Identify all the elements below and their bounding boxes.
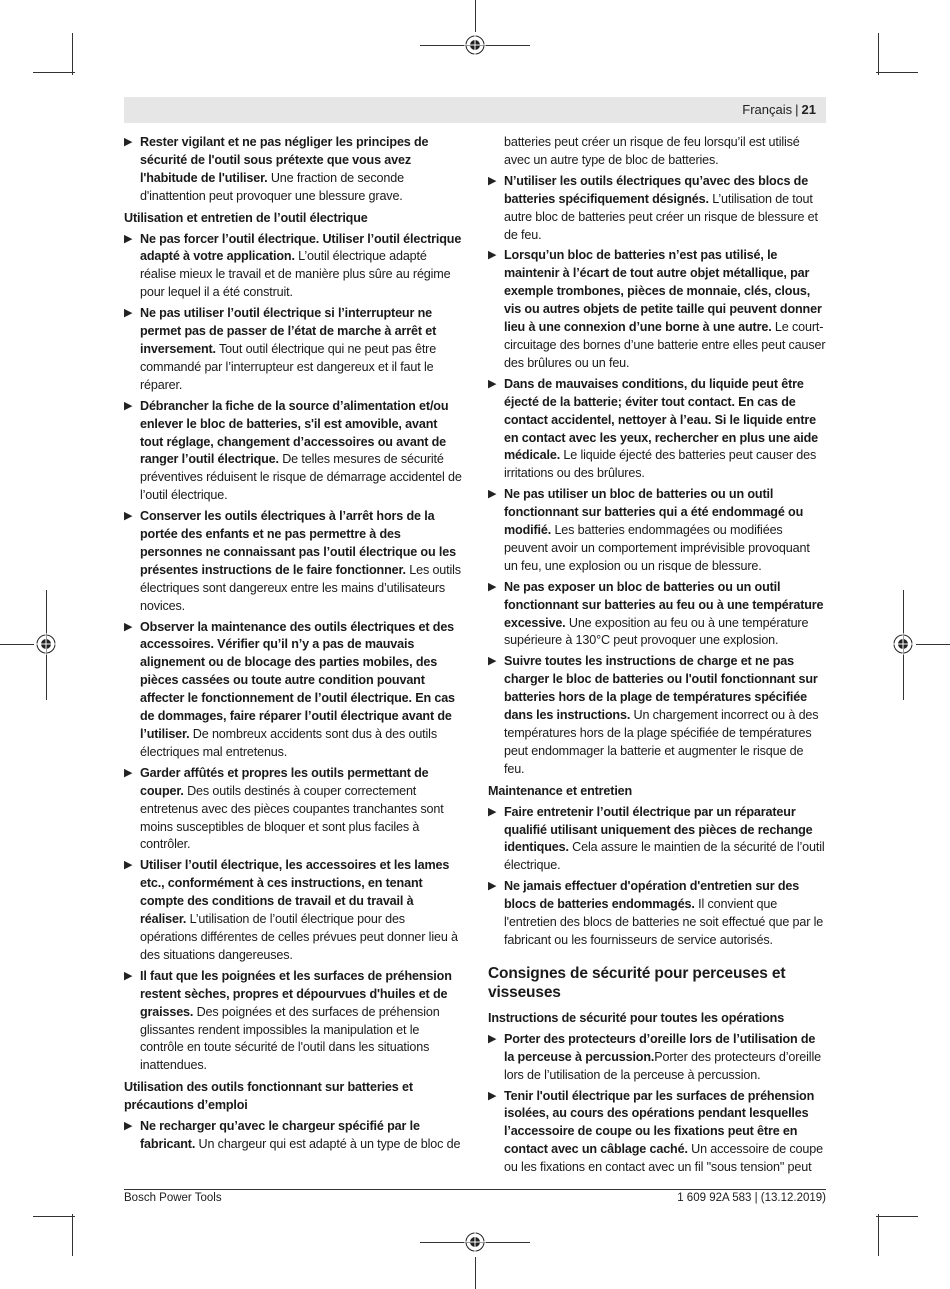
registration-target-icon: [892, 633, 914, 655]
footer-brand: Bosch Power Tools: [124, 1192, 222, 1204]
bullet-item: [488, 804, 826, 876]
bullet-arrow-icon: ▶: [124, 859, 133, 872]
right-items-a: [488, 173, 826, 779]
bullet-body-text: Porter des protecteurs d’oreille lors de l’utilisation de la perceuse à percussion.: [504, 1049, 821, 1082]
bullet-strong-text: Faire entretenir l’outil électrique par un réparateur qualifié utilisant uniquement des pièces de rechange identiques.: [504, 804, 813, 855]
bullet-arrow-icon: ▶: [488, 805, 497, 818]
bullet-body-text: De nombreux accidents sont dus à des outils électriques mal entretenus.: [140, 727, 437, 759]
bullet-arrow-icon: ▶: [488, 580, 497, 593]
footer-doc-ref: 1 609 92A 583 | (13.12.2019): [677, 1192, 826, 1204]
registration-line: [475, 1257, 476, 1289]
bullet-arrow-icon: ▶: [124, 399, 133, 412]
bullet-item: [488, 653, 826, 778]
bullet-strong-text: Utiliser l’outil électrique, les accessoires et les lames etc., conformément à ces instructions, en tenant compte des conditions de travail et du travail à réaliser.: [140, 858, 450, 927]
crop-mark: [72, 33, 73, 75]
section-heading-battery: Utilisation des outils fonctionnant sur batteries et précautions d’emploi: [124, 1080, 413, 1113]
bullet-arrow-icon: ▶: [488, 174, 497, 187]
bullet-arrow-icon: ▶: [488, 1032, 497, 1045]
registration-target-icon: [464, 34, 486, 56]
continued-paragraph: batteries peut créer un risque de feu lorsqu’il est utilisé avec un autre type de bloc de batteries.: [504, 135, 800, 167]
bullet-item: [124, 134, 462, 206]
bullet-strong-text: Ne pas forcer l’outil électrique. Utiliser l’outil électrique adapté à votre application.: [140, 231, 462, 264]
bullet-body-text: L’outil électrique adapté réalise mieux le travail et de manière plus sûre au régime pour lequel il a été construit.: [140, 249, 451, 300]
bullet-item: [124, 508, 462, 615]
crop-mark: [72, 1214, 73, 1256]
registration-target-icon: [35, 633, 57, 655]
bullet-strong-text: Ne recharger qu’avec le chargeur spécifié par le fabricant.: [140, 1119, 420, 1151]
right-column: [488, 134, 826, 1180]
crop-mark: [33, 72, 75, 73]
left-items-c: [124, 1118, 462, 1154]
left-items-b: [124, 231, 462, 1076]
bullet-item: [124, 398, 462, 505]
bullet-body-text: Tout outil électrique qui ne peut pas être commandé par l’interrupteur est dangereux et il faut le réparer.: [140, 341, 437, 392]
section-heading-all-operations: Instructions de sécurité pour toutes les opérations: [488, 1010, 785, 1025]
bullet-strong-text: Observer la maintenance des outils électriques et des accessoires. Vérifier qu’il n’y a pas de mauvais alignement ou de blocage des parties mobiles, des pièces cassées ou toute autre condition pouvant affecter le fonctionnement de l’outil électrique. En cas de dommages, faire réparer l’outil électrique avant de l’utiliser.: [140, 619, 455, 741]
bullet-strong-text: Tenir l'outil électrique par les surfaces de préhension isolées, au cours des opérations pendant lesquelles l’accessoire de coupe ou les fixations peut être en contact avec un câblage caché.: [504, 1088, 815, 1157]
bullet-strong-text: N’utiliser les outils électriques qu’avec des blocs de batteries spécifiquement désignés.: [504, 173, 809, 206]
bullet-body-text: De telles mesures de sécurité préventives réduisent le risque de démarrage accidentel de l’outil électrique.: [140, 452, 462, 503]
bullet-item: [124, 857, 462, 964]
bullet-body-text: Il convient que l'entretien des blocs de batteries ne soit effectué que par le fabricant ou les fournisseurs de service autorisés.: [504, 897, 824, 947]
bullet-body-text: Un accessoire de coupe ou les fixations en contact avec un fil "sous tension" peut: [504, 1142, 823, 1175]
bullet-strong-text: Ne pas utiliser un bloc de batteries ou un outil fonctionnant sur batteries qui a été endommagé ou modifié.: [504, 487, 804, 538]
bullet-arrow-icon: ▶: [124, 969, 133, 982]
bullet-item: [124, 968, 462, 1075]
page-number: 21: [801, 102, 816, 117]
page-header: [124, 97, 826, 123]
registration-line: [916, 644, 950, 645]
bullet-strong-text: Suivre toutes les instructions de charge et ne pas charger le bloc de batteries ou l'outil fonctionnant sur batteries hors de la plage de températures spécifiée dans les instructions.: [504, 654, 818, 723]
bullet-arrow-icon: ▶: [124, 510, 133, 523]
bullet-arrow-icon: ▶: [488, 377, 497, 390]
bullet-arrow-icon: ▶: [124, 136, 133, 148]
bullet-item: [124, 231, 462, 303]
bullet-body-text: Les outils électriques sont dangereux entre les mains d’utilisateurs novices.: [140, 562, 461, 613]
bullet-item: [124, 305, 462, 395]
bullet-strong-text: Garder affûtés et propres les outils permettant de couper.: [140, 765, 429, 798]
bullet-item: [488, 376, 826, 483]
bullet-body-text: Cela assure le maintien de la sécurité de l’outil électrique.: [504, 840, 825, 873]
bullet-item: [488, 486, 826, 576]
bullet-strong-text: Il faut que les poignées et les surfaces de préhension restent sèches, propres et dépourvues d'huiles et de graisses.: [140, 968, 452, 1019]
bullet-arrow-icon: ▶: [488, 1089, 497, 1102]
bullet-item: [488, 579, 826, 651]
crop-mark: [878, 1214, 879, 1256]
bullet-body-text: Une exposition au feu ou à une température supérieure à 130°C peut provoquer une explosion.: [504, 615, 809, 648]
bullet-body-text: Une fraction de seconde d'inattention peut provoquer une blessure grave.: [140, 170, 404, 203]
bullet-arrow-icon: ▶: [488, 880, 497, 893]
bullet-arrow-icon: ▶: [124, 307, 133, 320]
bullet-arrow-icon: ▶: [124, 766, 133, 779]
bullet-item: [488, 247, 826, 372]
bullet-item: [488, 1031, 826, 1085]
bullet-body-text: Un chargement incorrect ou à des températures hors de la plage spécifiée de températures peut endommager la batterie et augmenter le risque de feu.: [504, 708, 819, 776]
crop-mark: [878, 33, 879, 75]
bullet-strong-text: Lorsqu’un bloc de batteries n’est pas utilisé, le maintenir à l’écart de tout autre objet métallique, par exemple trombones, pièces de monnaie, clés, clous, vis ou autres objets de petite taille qui peuvent donner lieu à une connexion d’une borne à une autre.: [504, 248, 822, 335]
bullet-body-text: Des poignées et des surfaces de préhension glissantes rendent impossibles la manipulation et le contrôle en toute sécurité de l'outil dans les situations inattendues.: [140, 1004, 440, 1073]
bullet-strong-text: Ne pas exposer un bloc de batteries ou un outil fonctionnant sur batteries au feu ou à une température excessive.: [504, 579, 824, 630]
registration-line: [0, 644, 34, 645]
left-column: [124, 134, 462, 1157]
bullet-strong-text: Ne jamais effectuer d'opération d'entretien sur des blocs de batteries endommagés.: [504, 879, 800, 912]
header-separator: |: [795, 102, 799, 117]
bullet-strong-text: Débrancher la fiche de la source d’alimentation et/ou enlever le bloc de batteries, s'il est amovible, avant tout réglage, changement d’accessoires ou avant de ranger l’outil électrique.: [140, 398, 449, 467]
bullet-strong-text: Rester vigilant et ne pas négliger les principes de sécurité de l'outil sous prétexte que vous avez l'habitude de l'utiliser.: [140, 135, 429, 185]
bullet-strong-text: Porter des protecteurs d’oreille lors de l’utilisation de la perceuse à percussion.: [504, 1031, 816, 1064]
section-title-drills: Consignes de sécurité pour perceuses et visseuses: [488, 964, 786, 1001]
bullet-strong-text: Conserver les outils électriques à l’arrêt hors de la portée des enfants et ne pas permettre à des personnes ne connaissant pas l’outil électrique ou les présentes instructions de le faire fonctionner.: [140, 509, 456, 577]
left-items-a: [124, 134, 462, 206]
bullet-arrow-icon: ▶: [488, 249, 497, 262]
footer-divider: [124, 1189, 826, 1190]
section-heading-usage: Utilisation et entretien de l’outil électrique: [124, 210, 368, 225]
bullet-body-text: L’utilisation de tout autre bloc de batteries peut créer un risque de blessure et de feu.: [504, 191, 818, 242]
crop-mark: [876, 1216, 918, 1217]
bullet-arrow-icon: ▶: [488, 655, 497, 668]
bullet-arrow-icon: ▶: [124, 232, 133, 245]
right-items-b: [488, 804, 826, 950]
registration-line: [475, 0, 476, 32]
header-text: [742, 102, 816, 117]
bullet-body-text: Des outils destinés à couper correctement entretenus avec des pièces coupantes tranchantes sont moins susceptibles de bloquer et sont plus faciles à contrôler.: [140, 783, 444, 852]
bullet-arrow-icon: ▶: [124, 1120, 133, 1133]
right-items-c: [488, 1031, 826, 1177]
bullet-item: [124, 619, 462, 762]
registration-target-icon: [464, 1231, 486, 1253]
header-language: Français: [742, 102, 793, 117]
bullet-item: [488, 173, 826, 245]
bullet-body-text: Un chargeur qui est adapté à un type de bloc de: [195, 1136, 461, 1151]
bullet-item: [124, 1118, 462, 1154]
bullet-body-text: Les batteries endommagées ou modifiées peuvent avoir un comportement imprévisible provoquant un feu, une explosion ou un risque de blessure.: [504, 523, 810, 573]
crop-mark: [33, 1216, 75, 1217]
bullet-item: [488, 878, 826, 950]
bullet-arrow-icon: ▶: [124, 620, 133, 633]
bullet-body-text: Le liquide éjecté des batteries peut causer des irritations ou des brûlures.: [504, 448, 817, 481]
bullet-strong-text: Ne pas utiliser l’outil électrique si l’interrupteur ne permet pas de passer de l’état de marche à arrêt et inversement.: [140, 306, 437, 356]
bullet-body-text: Le court-circuitage des bornes d’une batterie entre elles peut causer des brûlures ou un feu.: [504, 320, 826, 370]
bullet-item: [124, 765, 462, 855]
section-heading-maintenance: Maintenance et entretien: [488, 783, 633, 798]
bullet-strong-text: Dans de mauvaises conditions, du liquide peut être éjecté de la batterie; éviter tout contact. En cas de contact accidentel, nettoyer à l’eau. Si le liquide entre en contact avec les yeux, rechercher en plus une aide médicale.: [504, 376, 819, 463]
crop-mark: [876, 72, 918, 73]
bullet-item: [488, 1088, 826, 1178]
bullet-body-text: L’utilisation de l’outil électrique pour des opérations différentes de celles prévues peut donner lieu à des situations dangereuses.: [140, 912, 458, 962]
bullet-arrow-icon: ▶: [488, 488, 497, 501]
